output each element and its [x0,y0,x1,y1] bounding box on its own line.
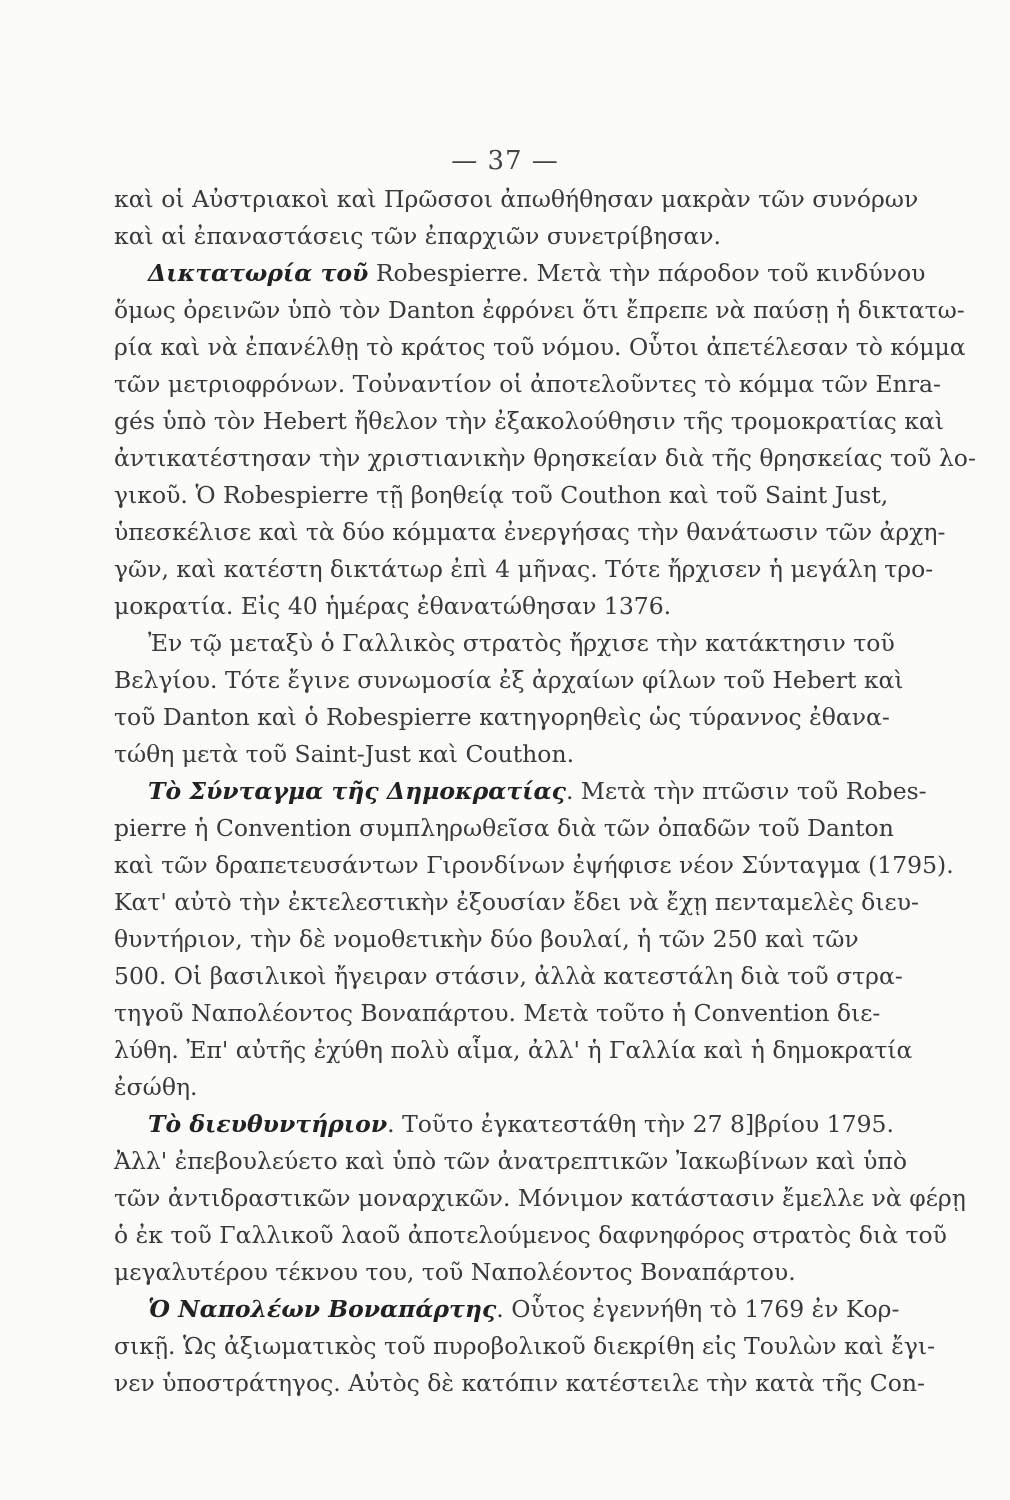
text-line [114,699,890,736]
line-text: gés ὑπὸ τὸν Hebert ἤθελον τὴν ἐξακολούθησιν τῆς τρομοκρατίας καὶ [114,407,945,435]
line-text: τῶν ἀντιδραστικῶν μοναρχικῶν. Μόνιμον κατάστασιν ἔμελλε νὰ φέρῃ [114,1184,966,1212]
line-text: γῶν, καὶ κατέστη δικτάτωρ ἐπὶ 4 μῆνας. Τότε ἤρχισεν ἡ μεγάλη τρο- [114,555,934,583]
line-text: Robespierre. Μετὰ τὴν πάροδον τοῦ κινδύνου [368,259,926,287]
text-line [114,1365,925,1402]
line-text: ἐσώθη. [114,1073,198,1101]
page-number: — 37 — [451,146,559,176]
text-line [114,736,880,773]
text-line [114,403,945,440]
body-text [114,181,976,1402]
line-text: ὁ ἐκ τοῦ Γαλλικοῦ λαοῦ ἀποτελούμενος δαφνηφόρος στρατὸς διὰ τοῦ [114,1221,947,1249]
text-line [114,1106,894,1143]
line-text: νεν ὑποστράτηγος. Αὐτὸς δὲ κατόπιν κατέστειλε τὴν κατὰ τῆς Con- [114,1369,925,1397]
text-line [114,958,903,995]
text-line [114,477,889,514]
line-text: τηγοῦ Ναπολέοντος Βοναπάρτου. Μετὰ τοῦτο ἡ Convention διε- [114,999,881,1027]
line-text: σικῇ. Ὡς ἀξιωματικὸς τοῦ πυροβολικοῦ διεκρίθη εἰς Τουλὼν καὶ ἔγι- [114,1332,936,1360]
line-text: μεγαλυτέρου τέκνου του, τοῦ Ναπολέοντος Βοναπάρτου. [114,1258,796,1286]
text-line [114,1217,947,1254]
line-text: Βελγίου. Τότε ἔγινε συνωμοσία ἐξ ἀρχαίων φίλων τοῦ Hebert καὶ [114,666,904,694]
line-text: ὑπεσκέλισε καὶ τὰ δύο κόμματα ἐνεργήσας τὴν θανάτωσιν τῶν ἀρχη- [114,518,946,546]
line-text: τώθη μετὰ τοῦ Saint-Just καὶ Couthon. [114,740,575,768]
section-heading: Τὸ διευθυντήριον [148,1110,388,1138]
line-text: Ἐν τῷ μεταξὺ ὁ Γαλλικὸς στρατὸς ἤρχισε τὴν κατάκτησιν τοῦ [148,629,895,657]
text-line [114,588,880,625]
line-text: καὶ αἱ ἐπαναστάσεις τῶν ἐπαρχιῶν συνετρίβησαν. [114,222,722,250]
line-text: . Τοῦτο ἐγκατεστάθη τὴν 27 8]βρίου 1795. [387,1110,894,1138]
text-line [114,1291,900,1328]
section-heading: Δικτατωρία τοῦ [148,259,369,287]
line-text: Κατ' αὐτὸ τὴν ἐκτελεστικὴν ἐξουσίαν ἔδει νὰ ἔχῃ πενταμελὲς διευ- [114,888,919,916]
text-line [114,847,954,884]
text-line [114,440,976,477]
line-text: τοῦ Danton καὶ ὁ Robespierre κατηγορηθεὶς ὡς τύραννος ἐθανα- [114,703,890,731]
text-line [114,255,926,292]
line-text: τῶν μετριοφρόνων. Τοὐναντίον οἱ ἀποτελοῦντες τὸ κόμμα τῶν Enra- [114,370,941,398]
text-line [114,921,880,958]
text-line [114,1254,880,1291]
line-text: λύθη. Ἐπ' αὐτῆς ἐχύθη πολὺ αἷμα, ἀλλ' ἡ Γαλλία καὶ ἡ δημοκρατία [114,1036,913,1064]
line-text: pierre ἡ Convention συμπληρωθεῖσα διὰ τῶν ὀπαδῶν τοῦ Danton [114,814,894,842]
text-line [114,218,880,255]
line-text: γικοῦ. Ὁ Robespierre τῇ βοηθείᾳ τοῦ Couthon καὶ τοῦ Saint Just, [114,481,889,509]
text-line [114,1143,907,1180]
text-line [114,995,880,1032]
text-line [114,329,966,366]
line-text: θυντήριον, τὴν δὲ νομοθετικὴν δύο βουλαί, ἡ τῶν 250 καὶ τῶν [114,925,859,953]
text-line [114,551,934,588]
text-line [114,810,894,847]
line-text: ὅμως ὀρεινῶν ὑπὸ τὸν Danton ἐφρόνει ὅτι ἔπρεπε νὰ παύσῃ ἡ δικτατω- [114,296,965,324]
text-line [114,366,941,403]
text-line [114,625,895,662]
text-line [114,1069,880,1106]
text-line [114,773,927,810]
line-text: ρία καὶ νὰ ἐπανέλθῃ τὸ κράτος τοῦ νόμου. Οὗτοι ἀπετέλεσαν τὸ κόμμα [114,333,966,361]
text-line [114,1180,966,1217]
text-line [114,1328,936,1365]
text-line [114,884,919,921]
line-text: . Μετὰ τὴν πτῶσιν τοῦ Robes- [565,777,927,805]
line-text: . Οὗτος ἐγεννήθη τὸ 1769 ἐν Κορ- [496,1295,900,1323]
line-text: μοκρατία. Εἰς 40 ἡμέρας ἐθανατώθησαν 1376. [114,592,672,620]
text-line [114,181,919,218]
section-heading: Τὸ Σύνταγμα τῆς Δημοκρατίας [148,777,566,805]
line-text: καὶ τῶν δραπετευσάντων Γιρονδίνων ἐψήφισε νέον Σύνταγμα (1795). [114,851,954,879]
line-text: 500. Οἱ βασιλικοὶ ἤγειραν στάσιν, ἀλλὰ κατεστάλη διὰ τοῦ στρα- [114,962,903,990]
text-line [114,514,946,551]
line-text: καὶ οἱ Αὐστριακοὶ καὶ Πρῶσσοι ἀπωθήθησαν μακρὰν τῶν συνόρων [114,185,919,213]
line-text: ἀντικατέστησαν τὴν χριστιανικὴν θρησκείαν διὰ τῆς θρησκείας τοῦ λο- [114,444,976,472]
section-heading: Ὁ Ναπολέων Βοναπάρτης [148,1295,497,1323]
text-line [114,662,904,699]
text-line [114,1032,913,1069]
line-text: Ἀλλ' ἐπεβουλεύετο καὶ ὑπὸ τῶν ἀνατρεπτικῶν Ἰακωβίνων καὶ ὑπὸ [114,1147,907,1175]
text-line [114,292,965,329]
